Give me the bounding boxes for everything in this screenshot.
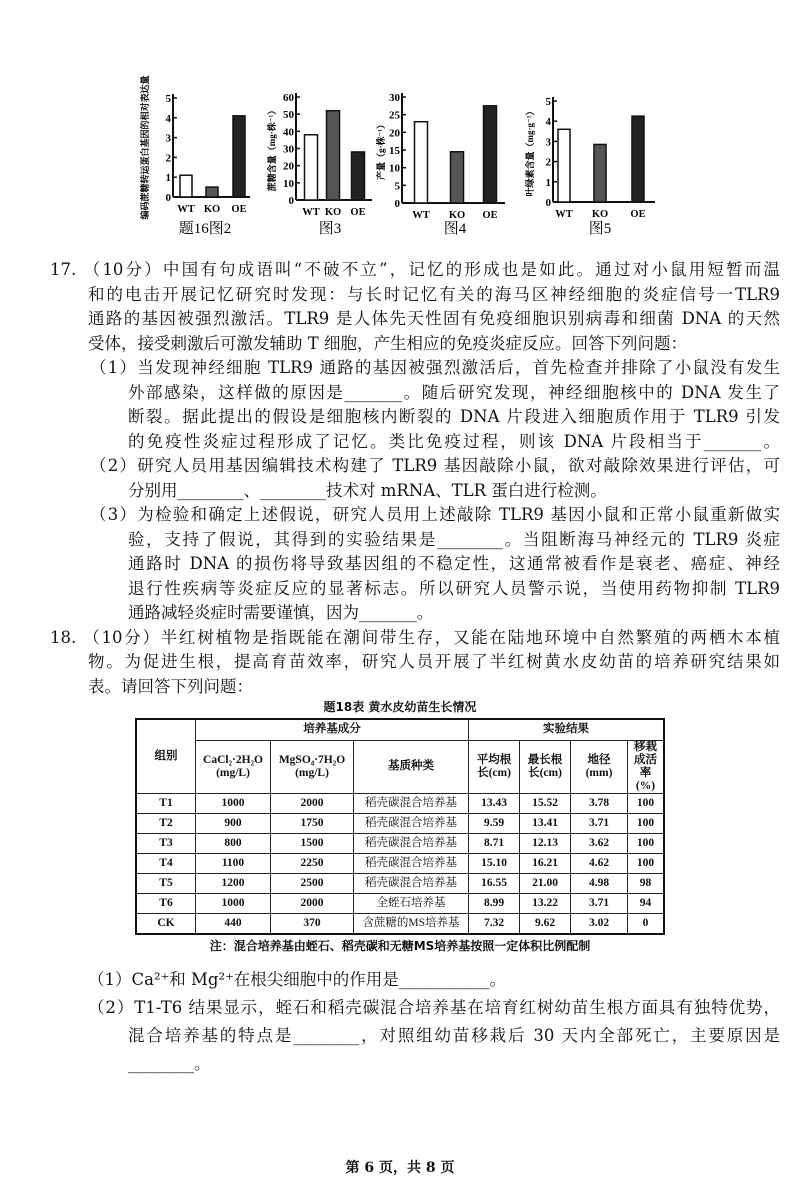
bar-ko: [206, 187, 218, 197]
table-note: 注：混合培养基由蛭石、稻壳碳和无糖MS培养基按照一定体积比例配制: [209, 939, 591, 953]
bar-ko: [451, 152, 464, 203]
table-cell: 稻壳碳混合培养基: [354, 833, 469, 853]
figure-caption: 图5: [588, 221, 612, 237]
y-tick-label: 50: [283, 109, 294, 122]
y-tick-label: 3: [545, 136, 551, 149]
table-cell: 4.98: [571, 873, 628, 893]
table-cell: 13.22: [520, 893, 571, 913]
table-cell: 440: [196, 913, 271, 934]
table-cell: 1750: [271, 813, 354, 833]
table-cell: 9.62: [520, 913, 571, 934]
y-tick-label: 10: [283, 177, 294, 190]
bar-ko: [327, 111, 340, 200]
table-cell: 3.62: [571, 833, 628, 853]
header-mgso-unit: (mg/L): [295, 766, 329, 779]
text-line: 混合培养基的特点是________，对照组幼苗移栽后 30 天内全部死亡，主要原因是: [128, 1026, 780, 1045]
table-cell: 100: [628, 793, 665, 813]
table-cell: 21.00: [520, 873, 571, 893]
table-cell: 8.99: [469, 893, 520, 913]
bar-oe: [233, 116, 245, 197]
table-cell: 800: [196, 833, 271, 853]
y-tick-label: 2: [165, 152, 171, 165]
table-cell: T1: [136, 793, 196, 813]
y-tick-label: 30: [283, 143, 294, 156]
bar-oe: [632, 116, 644, 202]
text-line: 的免疫性炎症过程形成了记忆。类比免疫过程，则该 DNA 片段相当于_______。: [128, 431, 780, 451]
table-row: [136, 853, 664, 873]
y-tick-label: 3: [165, 132, 171, 145]
text-line: 验，支持了假说，其得到的实验结果是________。当阻断海马神经元的 TLR9 炎症: [128, 529, 780, 549]
y-tick-label: 0: [394, 198, 400, 210]
header-results: 实验结果: [469, 719, 665, 740]
y-tick-label: 2: [545, 156, 551, 169]
table-cell: 98: [628, 873, 665, 893]
table-cell: 370: [271, 913, 354, 934]
table-cell: 1100: [196, 853, 271, 873]
x-tick-label: WT: [302, 207, 320, 218]
header-diameter: 地径(mm): [571, 740, 628, 793]
x-tick-label: KO: [203, 204, 221, 215]
table-title: 题18表 黄水皮幼苗生长情况: [323, 700, 477, 714]
table-cell: 7.32: [469, 913, 520, 934]
results-table: [135, 718, 665, 935]
y-tick-label: 5: [545, 96, 551, 108]
y-tick-label: 60: [283, 92, 294, 104]
text-line: 17. （10分）中国有句成语叫“不破不立”，记忆的形成也是如此。通过对小鼠用短暂而温: [50, 260, 780, 279]
text-line: ________。: [128, 1054, 211, 1073]
y-tick-label: 5: [165, 93, 171, 105]
table-cell: 稻壳碳混合培养基: [354, 813, 469, 833]
header-cacl-formula: CaCl₂·2H₂O: [203, 753, 263, 766]
y-tick-label: 0: [288, 195, 294, 207]
header-mgso: [271, 740, 354, 793]
table-cell: T3: [136, 833, 196, 853]
text-line: 物。为促进生根，提高育苗效率，研究人员开展了半红树黄水皮幼苗的培养研究结果如: [88, 652, 780, 671]
text-line: 18. （10分）半红树植物是指既能在潮间带生存，又能在陆地环境中自然繁殖的两栖木本植: [50, 627, 780, 647]
table-row: [136, 813, 664, 833]
table-cell: 15.52: [520, 793, 571, 813]
y-tick-label: 15: [389, 145, 400, 157]
table-cell: 稻壳碳混合培养基: [354, 793, 469, 813]
text-line: 和的电击开展记忆研究时发现：与长时记忆有关的海马区神经细胞的炎症信号一TLR9: [88, 284, 780, 304]
table-cell: 稻壳碳混合培养基: [354, 873, 469, 893]
table-row: [136, 913, 664, 934]
table-cell: 9.59: [469, 813, 520, 833]
table-row: [136, 873, 664, 893]
table-cell: T4: [136, 853, 196, 873]
header-group: 组别: [136, 719, 196, 793]
table-cell: 1000: [196, 893, 271, 913]
text-line: 断裂。据此提出的假设是细胞核内断裂的 DNA 片段进入细胞质作用于 TLR9 引发: [128, 407, 780, 426]
x-tick-label: WT: [177, 204, 195, 215]
page-footer: 第 6 页，共 8 页: [345, 1160, 455, 1176]
y-tick-label: 10: [389, 162, 400, 175]
table-cell: 2000: [271, 793, 354, 813]
table-cell: T6: [136, 893, 196, 913]
text-line: 分别用________、________技术对 mRNA、TLR 蛋白进行检测。: [128, 480, 607, 500]
y-tick-label: 25: [389, 109, 400, 122]
table-cell: 3.71: [571, 813, 628, 833]
text-line: （1）Ca²⁺和 Mg²⁺在根尖细胞中的作用是___________。: [88, 970, 507, 989]
table-cell: CK: [136, 913, 196, 934]
bar-wt: [180, 175, 192, 197]
y-tick-label: 1: [545, 176, 551, 189]
table-cell: 12.13: [520, 833, 571, 853]
y-tick-label: 20: [283, 160, 294, 173]
table-cell: 8.71: [469, 833, 520, 853]
x-tick-label: WT: [555, 209, 573, 220]
y-axis-label: 编码蔗糖转运蛋白基因的相对表达量: [140, 75, 150, 220]
bar-wt: [415, 122, 428, 203]
x-tick-label: WT: [412, 210, 430, 221]
header-substrate: 基质种类: [354, 740, 469, 793]
y-axis-label: 蔗糖含量（mg·株⁻¹）: [267, 105, 277, 192]
text-line: 受体，接受刺激后可激发辅助 T 细胞，产生相应的免疫炎症反应。回答下列问题：: [88, 333, 687, 353]
x-tick-label: OE: [350, 207, 366, 218]
y-axis-label: 叶绿素含量（mg·g⁻¹）: [525, 106, 535, 197]
table-cell: 3.78: [571, 793, 628, 813]
bar-oe: [352, 152, 365, 200]
bar-wt: [305, 135, 318, 200]
x-tick-label: OE: [630, 209, 646, 220]
text-line: 外部感染，这样做的原因是_______。随后研究发现，神经细胞核中的 DNA 发生了: [128, 382, 780, 402]
table-cell: 94: [628, 893, 665, 913]
figures: [0, 0, 800, 245]
y-axis-label: 产量（g·株⁻¹）: [376, 120, 386, 180]
header-avg-root: 平均根长(cm): [469, 740, 520, 793]
header-survival: 移栽成活率(%): [628, 740, 665, 793]
bar-oe: [484, 106, 497, 203]
table-row: [136, 793, 664, 813]
table-cell: 1200: [196, 873, 271, 893]
bar-wt: [558, 129, 570, 202]
header-cacl-unit: (mg/L): [216, 766, 250, 779]
table-cell: 1000: [196, 793, 271, 813]
x-tick-label: OE: [231, 204, 247, 215]
text-line: 通路的基因被强烈激活。TLR9 是人体先天性固有免疫细胞识别病毒和细菌 DNA 的天然: [88, 309, 780, 328]
y-tick-label: 20: [389, 127, 400, 140]
table-row: [136, 833, 664, 853]
text-line: 通路时 DNA 的损伤将导致基因组的不稳定性，这通常被看作是衰老、癌症、神经: [128, 554, 780, 573]
table-cell: 3.71: [571, 893, 628, 913]
figure-caption: 图3: [318, 221, 342, 237]
table-cell: 13.41: [520, 813, 571, 833]
y-tick-label: 0: [165, 192, 171, 204]
table-cell: 含蔗糖的MS培养基: [354, 913, 469, 934]
table-cell: 100: [628, 833, 665, 853]
bar-ko: [594, 144, 606, 202]
y-tick-label: 4: [545, 116, 551, 129]
table-cell: 13.43: [469, 793, 520, 813]
table-cell: 16.21: [520, 853, 571, 873]
figure-caption: 题16图2: [178, 221, 232, 237]
text-line: （2）T1-T6 结果显示，蛭石和稻壳碳混合培养基在培育红树幼苗生根方面具有独特优势，: [88, 998, 780, 1017]
y-tick-label: 4: [165, 112, 171, 125]
x-tick-label: OE: [482, 210, 498, 221]
header-mgso-formula: MgSO₄·7H₂O: [278, 753, 346, 766]
y-tick-label: 30: [389, 92, 400, 104]
y-tick-label: 5: [394, 180, 400, 193]
figure-caption: 图4: [443, 221, 467, 237]
table-cell: 100: [628, 813, 665, 833]
x-tick-label: KO: [324, 207, 342, 218]
table-cell: T2: [136, 813, 196, 833]
text-line: （1）当发现神经细胞 TLR9 通路的基因被强烈激活后，首先检查并排除了小鼠没有发生: [90, 358, 780, 377]
table-cell: 16.55: [469, 873, 520, 893]
text-line: 通路减轻炎症时需要谨慎，因为_______。: [128, 603, 434, 622]
text-line: 退行性疾病等炎症反应的显著标志。所以研究人员警示说，当使用药物抑制 TLR9: [128, 578, 780, 598]
x-tick-label: KO: [448, 210, 466, 221]
table-cell: 0: [628, 913, 665, 934]
table-cell: 100: [628, 853, 665, 873]
table-cell: T5: [136, 873, 196, 893]
table-cell: 2500: [271, 873, 354, 893]
header-medium: 培养基成分: [196, 719, 469, 740]
text-line: 表。请回答下列问题：: [88, 676, 253, 696]
table-row: [136, 893, 664, 913]
table-cell: 1500: [271, 833, 354, 853]
table-cell: 4.62: [571, 853, 628, 873]
text-line: （2）研究人员用基因编辑技术构建了 TLR9 基因敲除小鼠，欲对敲除效果进行评估，可: [90, 456, 780, 475]
x-tick-label: KO: [591, 209, 609, 220]
table-cell: 900: [196, 813, 271, 833]
table-cell: 2250: [271, 853, 354, 873]
text-line: （3）为检验和确定上述假说，研究人员用上述敲除 TLR9 基因小鼠和正常小鼠重新做实: [90, 505, 780, 524]
table-cell: 2000: [271, 893, 354, 913]
table-cell: 15.10: [469, 853, 520, 873]
table-cell: 全蛭石培养基: [354, 893, 469, 913]
y-tick-label: 1: [165, 172, 171, 185]
header-cacl: [196, 740, 271, 793]
table-cell: 稻壳碳混合培养基: [354, 853, 469, 873]
y-tick-label: 40: [283, 126, 294, 139]
y-tick-label: 0: [545, 197, 551, 209]
table-cell: 3.02: [571, 913, 628, 934]
header-max-root: 最长根长(cm): [520, 740, 571, 793]
